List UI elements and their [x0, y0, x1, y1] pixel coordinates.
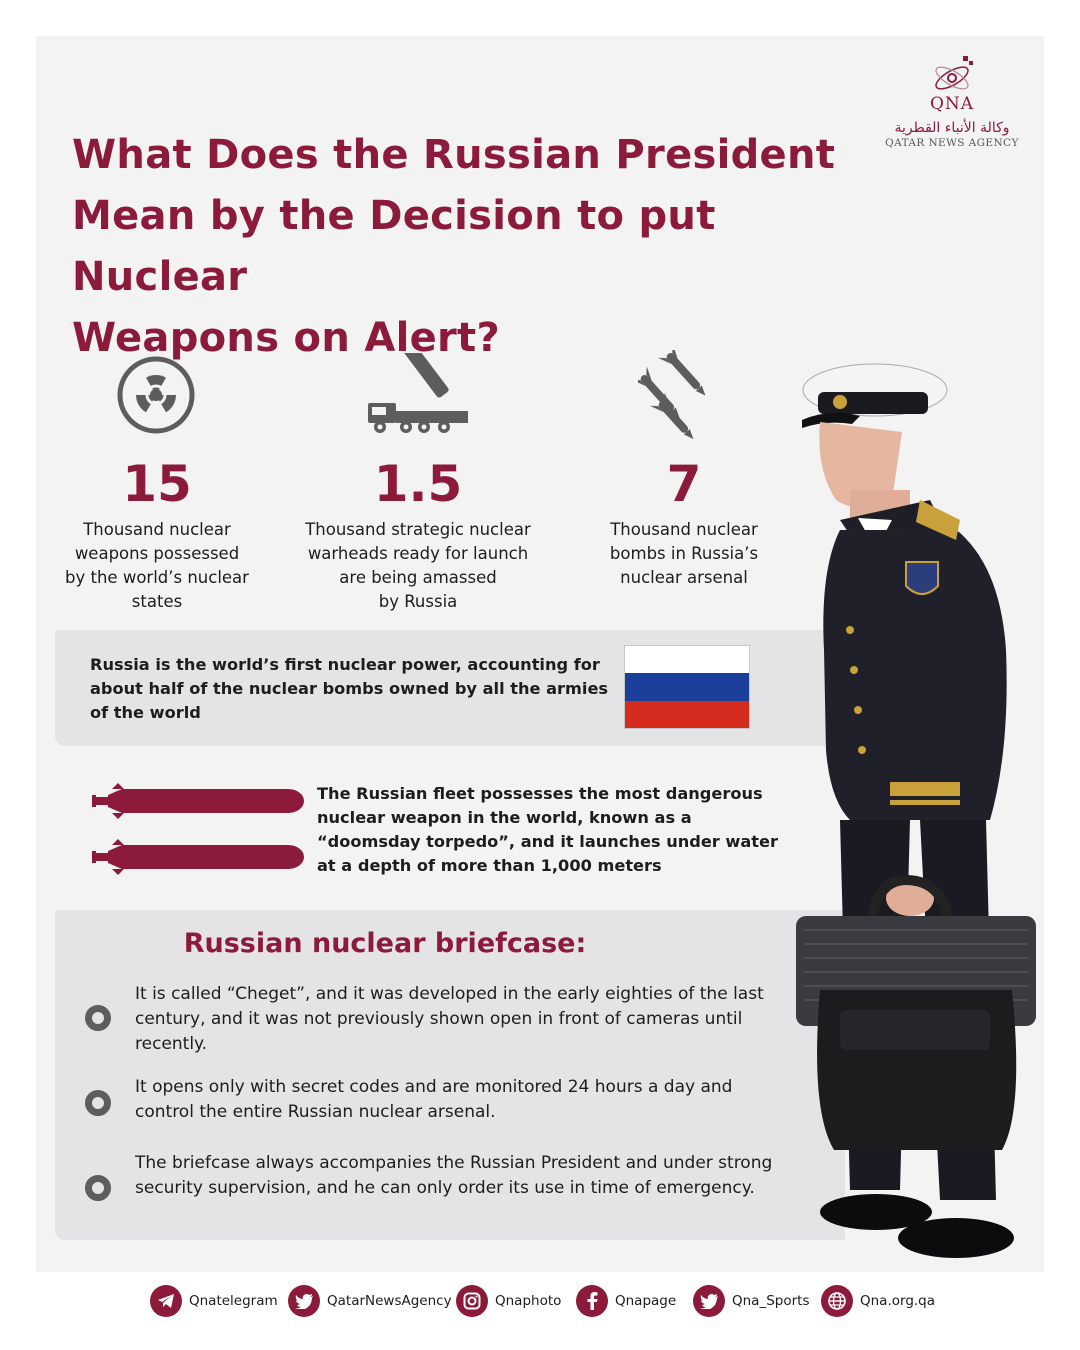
title-line-2: Mean by the Decision to put Nuclear	[72, 193, 716, 300]
logo-english: QATAR NEWS AGENCY	[885, 137, 1019, 149]
social-label: Qnaphoto	[495, 1293, 562, 1309]
torpedo-text: The Russian fleet possesses the most dangerous nuclear weapon in the world, known as a “doomsday torpedo”, and it launches under water at a depth of more than 1,000 meters	[317, 784, 779, 875]
telegram-icon	[150, 1285, 182, 1317]
stat-text-2: Thousand strategic nuclear warheads ready for launch are being amassed by Russia	[305, 520, 531, 611]
officer-with-briefcase-photo	[780, 350, 1042, 1265]
social-label: Qnapage	[615, 1293, 677, 1309]
social-label: Qna_Sports	[732, 1293, 810, 1309]
stat-number-2: 1.5	[373, 455, 463, 513]
bullet-ring-icon	[85, 1005, 111, 1031]
social-footer	[0, 1283, 1080, 1319]
flag-white-stripe	[625, 646, 749, 673]
qna-emblem-icon	[927, 52, 977, 100]
briefcase-bullet-1: It is called “Cheget”, and it was developed in the early eighties of the last century, and it was not previously shown open in front of cameras until recently.	[135, 984, 764, 1054]
social-instagram[interactable]	[456, 1283, 561, 1319]
twitter-icon	[693, 1285, 725, 1317]
torpedo-icon	[92, 837, 306, 877]
stat-number-1: 15	[122, 455, 192, 513]
instagram-icon	[456, 1285, 488, 1317]
social-label: Qna.org.qa	[860, 1293, 936, 1309]
stat-number-3: 7	[666, 455, 702, 513]
logo-arabic: وكالة الأنباء القطرية	[894, 120, 1010, 136]
social-website[interactable]	[821, 1283, 935, 1319]
twitter-icon	[288, 1285, 320, 1317]
stat-text-3: Thousand nuclear bombs in Russia’s nuclear arsenal	[609, 520, 759, 587]
radiation-icon	[116, 355, 196, 435]
page-title	[72, 125, 872, 369]
bullet-ring-icon	[85, 1090, 111, 1116]
social-telegram[interactable]	[150, 1283, 278, 1319]
flag-red-stripe	[625, 701, 749, 728]
facebook-icon	[576, 1285, 608, 1317]
title-line-3: Weapons on Alert?	[72, 315, 500, 361]
briefcase-title: Russian nuclear briefcase:	[183, 928, 587, 959]
missile-launcher-truck-icon	[364, 353, 472, 437]
briefcase-bullet-3: The briefcase always accompanies the Russian President and under strong security supervision, and he can only order its use in time of emergency.	[135, 1153, 773, 1198]
russia-power-text: Russia is the world’s first nuclear power, accounting for about half of the nuclear bombs owned by all the armies of the world	[90, 655, 609, 722]
russian-flag	[624, 645, 750, 729]
social-facebook[interactable]	[576, 1283, 676, 1319]
title-line-1: What Does the Russian President	[72, 132, 836, 178]
missiles-icon	[638, 350, 730, 440]
social-label: QatarNewsAgency	[327, 1293, 452, 1309]
social-label: Qnatelegram	[189, 1293, 278, 1309]
stat-text-1: Thousand nuclear weapons possessed by the world’s nuclear states	[65, 520, 249, 611]
qna-logo[interactable]	[872, 52, 1032, 167]
briefcase-bullet-2: It opens only with secret codes and are monitored 24 hours a day and control the entire Russian nuclear arsenal.	[135, 1077, 733, 1122]
globe-icon	[821, 1285, 853, 1317]
flag-blue-stripe	[625, 673, 749, 700]
social-twitter[interactable]	[288, 1283, 452, 1319]
bullet-ring-icon	[85, 1175, 111, 1201]
torpedo-icon	[92, 781, 306, 821]
logo-short: QNA	[929, 94, 975, 114]
social-twitter-sports[interactable]	[693, 1283, 809, 1319]
